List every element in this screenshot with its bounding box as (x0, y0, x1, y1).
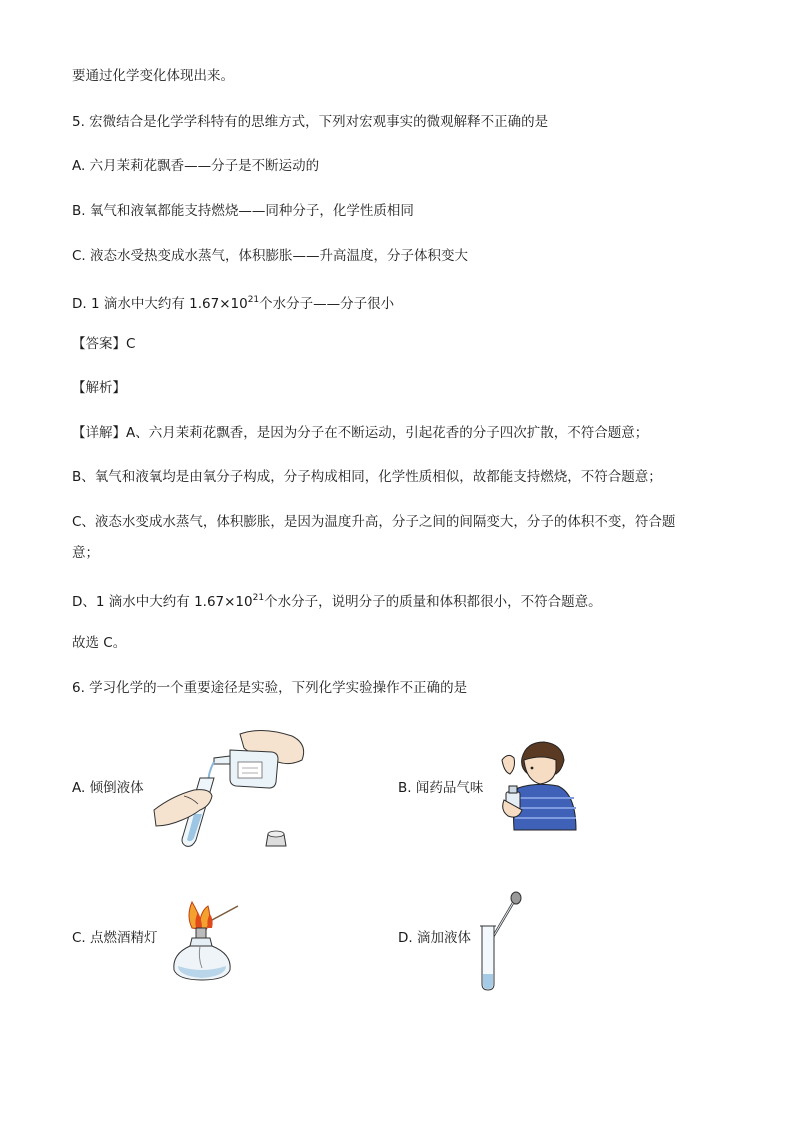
q5-option-a: A. 六月茉莉花飘香——分子是不断运动的 (72, 158, 320, 174)
q5-option-d-suffix: 个水分子——分子很小 (259, 296, 395, 312)
detail-line-4 (72, 588, 602, 612)
adding-drops-figure (476, 890, 526, 994)
q5-option-c: C. 液态水受热变成水蒸气，体积膨胀——升高温度，分子体积变大 (72, 248, 469, 264)
detail-line-3b: 意； (72, 545, 99, 561)
answer-tag: 【答案】 (72, 336, 126, 352)
conclusion: 故选 C。 (72, 635, 127, 651)
detail-4-prefix: D、1 滴水中大约有 1.67×10 (72, 594, 253, 610)
detail-line-2: B、氧气和液氧均是由氧分子构成，分子构成相同，化学性质相似，故都能支持燃烧，不符合题意； (72, 469, 662, 485)
analysis-tag: 【解析】 (72, 380, 126, 396)
detail-4-exponent: 21 (252, 593, 265, 603)
q6-option-d-label: D. 滴加液体 (398, 930, 471, 946)
q5-option-d (72, 290, 394, 314)
detail-4-suffix: 个水分子，说明分子的质量和体积都很小，不符合题意。 (264, 594, 602, 610)
detail-line-1: 【详解】A、六月茉莉花飘香，是因为分子在不断运动，引起花香的分子四次扩散，不符合题意； (72, 425, 649, 441)
pouring-liquid-figure (152, 726, 310, 852)
q5-stem: 5. 宏微结合是化学学科特有的思维方式，下列对宏观事实的微观解释不正确的是 (72, 114, 549, 130)
q6-option-a-label: A. 倾倒液体 (72, 780, 144, 796)
q6-stem: 6. 学习化学的一个重要途径是实验，下列化学实验操作不正确的是 (72, 680, 468, 696)
detail-line-3a: C、液态水变成水蒸气，体积膨胀，是因为温度升高，分子之间的间隔变大，分子的体积不变，符合题 (72, 514, 676, 530)
q6-option-c-label: C. 点燃酒精灯 (72, 930, 158, 946)
intro-line: 要通过化学变化体现出来。 (72, 68, 234, 84)
q6-option-b-label: B. 闻药品气味 (398, 780, 484, 796)
q5-option-d-exponent: 21 (247, 295, 260, 305)
q5-option-d-prefix: D. 1 滴水中大约有 1.67×10 (72, 296, 248, 312)
answer-line (72, 334, 135, 354)
smelling-chemical-figure (496, 740, 580, 834)
q5-option-b: B. 氧气和液氧都能支持燃烧——同种分子，化学性质相同 (72, 203, 414, 219)
answer-value: C (126, 336, 136, 352)
lighting-alcohol-lamp-figure (168, 898, 240, 982)
